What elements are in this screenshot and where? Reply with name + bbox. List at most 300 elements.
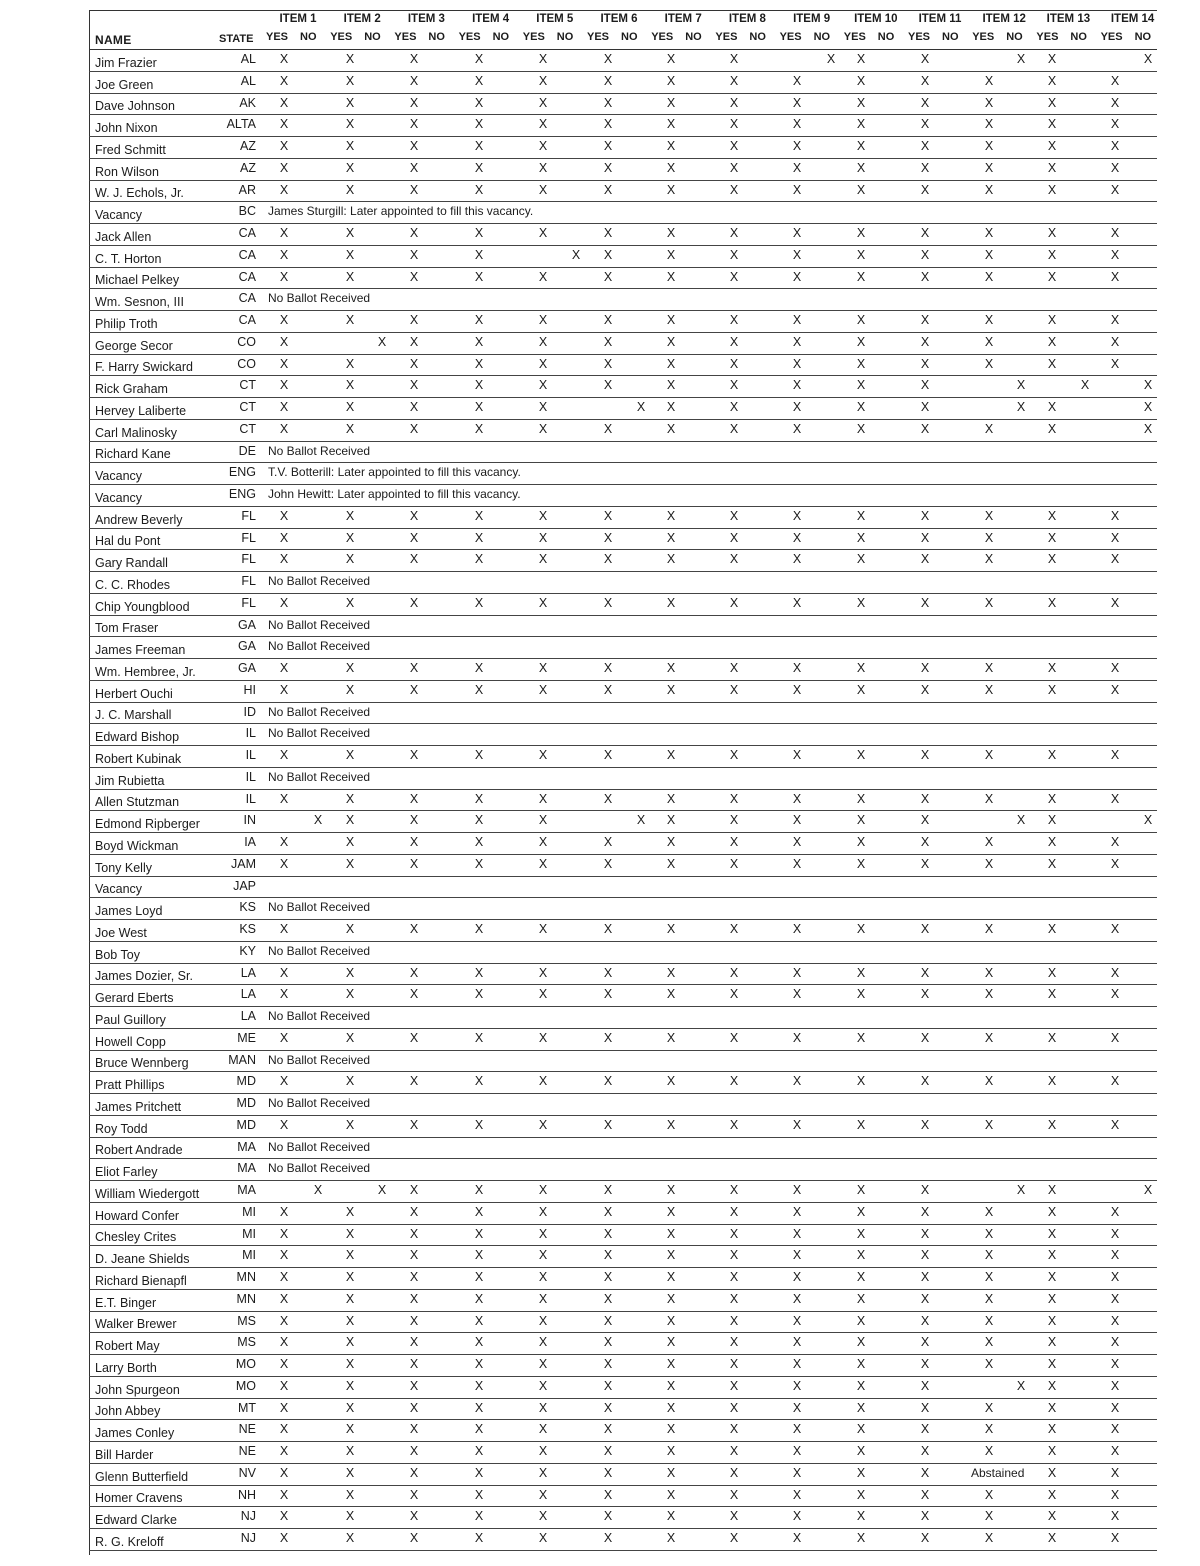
item-3-yes-mark: X	[409, 1204, 419, 1219]
item-4-yes-mark: X	[474, 226, 484, 240]
item-4-yes-mark: X	[474, 552, 484, 567]
item-9-yes-mark: X	[792, 1378, 802, 1393]
member-state: ME	[237, 1030, 256, 1045]
item-14-yes-mark: X	[1110, 1030, 1120, 1045]
item-1-yes-mark: X	[279, 356, 289, 371]
item-9-yes-mark: X	[792, 508, 802, 523]
item-11-yes-mark: X	[920, 1313, 930, 1328]
item-13-yes-mark: X	[1047, 1183, 1057, 1197]
item-14-yes-mark: X	[1110, 1509, 1120, 1524]
item-1-yes-mark: X	[279, 1509, 289, 1524]
item-10-yes-mark: X	[856, 813, 866, 828]
item-4-yes-mark: X	[474, 682, 484, 697]
member-name: Edward Bishop	[95, 730, 180, 744]
item-6-yes-mark: X	[603, 117, 613, 132]
item-11-yes-mark: X	[920, 987, 930, 1002]
item-10-yes-mark: X	[856, 1378, 866, 1393]
item-5-yes-mark: X	[538, 1509, 548, 1524]
item-1-yes-mark: X	[279, 1291, 289, 1306]
member-state: IL	[245, 726, 256, 741]
item-12-yes-mark: X	[984, 1509, 994, 1524]
item-10-yes-mark: X	[856, 1422, 866, 1437]
item-11-yes-mark: X	[920, 1509, 930, 1524]
member-state: KS	[239, 922, 256, 936]
table-row	[89, 1246, 1157, 1268]
member-name: Richard Bienapfl	[95, 1273, 187, 1288]
item-5-yes-mark: X	[538, 139, 548, 153]
item-8-yes-mark: X	[729, 1531, 739, 1545]
item-10-no-header: NO	[877, 31, 895, 43]
item-3-yes-mark: X	[409, 552, 419, 567]
member-state: AK	[239, 95, 256, 110]
item-13-yes-mark: X	[1047, 965, 1057, 980]
item-12-yes-mark: X	[984, 117, 994, 132]
item-3-yes-mark: X	[409, 1183, 419, 1197]
item-7-yes-mark: X	[666, 1226, 676, 1241]
item-8-yes-mark: X	[729, 421, 739, 436]
item-2-yes-mark: X	[345, 1422, 355, 1437]
item-9-yes-mark: X	[792, 1400, 802, 1415]
item-11-yes-mark: X	[920, 1117, 930, 1132]
item-11-yes-mark: X	[920, 182, 930, 197]
table-row	[89, 790, 1157, 812]
item-6-yes-mark: X	[603, 73, 613, 88]
item-14-yes-mark: X	[1110, 182, 1120, 197]
item-1-yes-mark: X	[279, 1248, 289, 1263]
item-12-yes-mark: X	[984, 748, 994, 762]
item-9-yes-mark: X	[792, 661, 802, 675]
item-4-yes-mark: X	[474, 421, 484, 436]
item-1-yes-mark: X	[279, 965, 289, 980]
item-14-yes-mark: X	[1110, 269, 1120, 284]
item-12-yes-mark: X	[984, 182, 994, 197]
member-state: CT	[239, 400, 256, 414]
table-row	[89, 398, 1157, 420]
item-10-yes-mark: X	[856, 73, 866, 88]
item-5-yes-mark: X	[538, 1444, 548, 1458]
item-10-yes-mark: X	[856, 1487, 866, 1502]
item-10-yes-mark: X	[856, 1465, 866, 1480]
item-4-yes-mark: X	[474, 1335, 484, 1350]
item-7-yes-mark: X	[666, 1509, 676, 1524]
item-5-yes-mark: X	[538, 1291, 548, 1306]
item-2-yes-mark: X	[345, 508, 355, 523]
item-7-yes-mark: X	[666, 1270, 676, 1284]
member-state: CA	[238, 269, 256, 284]
item-8-yes-mark: X	[729, 856, 739, 871]
item-13-yes-mark: X	[1047, 1422, 1057, 1437]
item-3-yes-mark: X	[409, 965, 419, 980]
item-13-yes-mark: X	[1047, 1030, 1057, 1045]
member-name: Michael Pelkey	[95, 273, 180, 288]
item-1-yes-mark: X	[279, 95, 289, 110]
item-3-yes-mark: X	[409, 1400, 419, 1415]
item-13-yes-mark: X	[1047, 552, 1057, 567]
item-4-yes-mark: X	[474, 182, 484, 197]
item-13-yes-mark: X	[1047, 421, 1057, 436]
item-2-yes-mark: X	[345, 117, 355, 132]
item-5-yes-mark: X	[538, 1270, 548, 1284]
item-8-yes-mark: X	[729, 748, 739, 762]
member-name: D. Jeane Shields	[95, 1252, 190, 1266]
item-8-yes-mark: X	[729, 139, 739, 153]
item-10-yes-mark: X	[856, 1270, 866, 1284]
member-name: Eliot Farley	[95, 1165, 158, 1179]
item-4-yes-mark: X	[474, 1074, 484, 1089]
item-9-yes-mark: X	[792, 595, 802, 610]
item-5-yes-mark: X	[538, 530, 548, 545]
item-5-yes-mark: X	[538, 313, 548, 327]
item-5-no-header: NO	[556, 31, 574, 43]
member-state: AZ	[240, 139, 256, 153]
item-7-yes-mark: X	[666, 356, 676, 371]
item-6-yes-mark: X	[603, 552, 613, 567]
row-note: No Ballot Received	[268, 704, 371, 719]
item-6-yes-mark: X	[603, 1465, 613, 1480]
item-13-yes-mark: X	[1047, 1509, 1057, 1524]
item-14-yes-mark: X	[1110, 1357, 1120, 1371]
row-note: No Ballot Received	[268, 769, 371, 784]
item-10-yes-mark: X	[856, 1357, 866, 1371]
item-6-yes-mark: X	[603, 1248, 613, 1263]
table-row	[89, 159, 1157, 181]
member-state: MI	[242, 1204, 256, 1219]
item-6-no-header: NO	[621, 31, 638, 43]
item-1-yes-mark: X	[279, 182, 289, 197]
item-2-yes-mark: X	[345, 247, 355, 262]
table-row	[89, 1312, 1157, 1334]
item-4-yes-mark: X	[474, 1378, 484, 1393]
item-7-yes-mark: X	[666, 1465, 676, 1480]
item-10-yes-mark: X	[856, 182, 866, 197]
table-row	[89, 50, 1157, 72]
item-8-yes-mark: X	[729, 160, 739, 175]
item-13-yes-mark: X	[1047, 334, 1057, 349]
item-11-yes-mark: X	[920, 269, 930, 284]
row-note: James Sturgill: Later appointed to fill this vacancy.	[268, 204, 534, 219]
member-state: KY	[239, 943, 256, 958]
item-6-yes-mark: X	[603, 1291, 613, 1306]
item-14-yes-header: YES	[1100, 31, 1123, 43]
table-row	[89, 1486, 1157, 1508]
member-state: MD	[236, 1096, 256, 1110]
item-9-yes-mark: X	[792, 247, 802, 262]
item-7-yes-mark: X	[666, 1378, 676, 1393]
table-row	[89, 942, 1157, 964]
item-9-yes-mark: X	[792, 334, 802, 349]
item-9-yes-mark: X	[792, 1487, 802, 1502]
item-4-yes-mark: X	[474, 1030, 484, 1045]
member-name: Jack Allen	[95, 229, 152, 244]
member-name: Edward Clarke	[95, 1513, 177, 1527]
member-name: Robert Kubinak	[95, 751, 182, 766]
item-13-yes-mark: X	[1047, 1226, 1057, 1241]
item-10-yes-mark: X	[856, 247, 866, 262]
item-12-yes-mark: X	[984, 530, 994, 545]
item-4-yes-mark: X	[474, 313, 484, 327]
item-5-yes-mark: X	[538, 1400, 548, 1415]
item-5-yes-mark: X	[538, 682, 548, 697]
member-name: Glenn Butterfield	[95, 1469, 189, 1484]
table-row	[89, 550, 1157, 572]
item-12-yes-mark: X	[984, 269, 994, 284]
item-7-yes-mark: X	[666, 661, 676, 675]
item-1-yes-mark: X	[279, 682, 289, 697]
item-4-yes-mark: X	[474, 52, 484, 66]
table-row	[89, 1377, 1157, 1399]
item-13-yes-mark: X	[1047, 1357, 1057, 1371]
table-row	[89, 659, 1157, 681]
table-row	[89, 442, 1157, 464]
item-3-yes-mark: X	[409, 1313, 419, 1328]
item-5-yes-mark: X	[538, 748, 548, 762]
item-12-yes-mark: X	[984, 1248, 994, 1263]
member-state: FL	[241, 595, 256, 610]
item-4-yes-mark: X	[474, 1400, 484, 1415]
item-5-yes-mark: X	[538, 1531, 548, 1545]
item-14-yes-mark: X	[1110, 1335, 1120, 1350]
table-row	[89, 1051, 1157, 1073]
item-7-yes-mark: X	[666, 1248, 676, 1263]
item-5-yes-mark: X	[538, 1074, 548, 1089]
member-state: DE	[238, 443, 256, 458]
item-3-yes-mark: X	[409, 1444, 419, 1458]
member-state: MN	[236, 1291, 256, 1306]
table-row	[89, 920, 1157, 942]
item-7-yes-mark: X	[666, 117, 676, 132]
item-3-yes-mark: X	[409, 1117, 419, 1132]
member-state: ENG	[228, 465, 256, 480]
table-row	[89, 768, 1157, 790]
member-name: R. G. Kreloff	[95, 1534, 164, 1549]
item-9-yes-mark: X	[792, 378, 802, 393]
member-state: CO	[237, 356, 256, 371]
item-2-yes-mark: X	[345, 1291, 355, 1306]
item-3-yes-mark: X	[409, 139, 419, 153]
item-6-yes-mark: X	[603, 1400, 613, 1415]
member-name: C. C. Rhodes	[95, 577, 171, 592]
item-9-yes-mark: X	[792, 1270, 802, 1284]
item-1-yes-mark: X	[279, 52, 289, 66]
member-name: Ron Wilson	[95, 164, 159, 179]
member-state: MO	[235, 1357, 256, 1371]
item-9-yes-mark: X	[792, 421, 802, 436]
item-8-yes-mark: X	[729, 356, 739, 371]
item-4-header: ITEM 4	[472, 13, 510, 25]
item-1-yes-mark: X	[279, 1226, 289, 1241]
table-row	[89, 507, 1157, 529]
item-9-yes-mark: X	[792, 1074, 802, 1089]
item-14-yes-mark: X	[1110, 595, 1120, 610]
item-2-yes-mark: X	[345, 1531, 355, 1545]
item-5-yes-mark: X	[538, 1117, 548, 1132]
item-12-yes-header: YES	[972, 31, 995, 43]
item-10-yes-mark: X	[856, 987, 866, 1002]
item-11-yes-mark: X	[920, 508, 930, 523]
item-10-yes-mark: X	[856, 1313, 866, 1328]
item-5-yes-mark: X	[538, 1030, 548, 1045]
item-13-yes-mark: X	[1047, 813, 1057, 828]
item-5-yes-header: YES	[522, 31, 545, 43]
row-note: No Ballot Received	[268, 1096, 371, 1110]
item-4-yes-mark: X	[474, 1509, 484, 1524]
item-5-yes-mark: X	[538, 421, 548, 436]
item-12-yes-mark: X	[984, 313, 994, 327]
item-14-no-mark: X	[1143, 52, 1153, 66]
item-14-yes-mark: X	[1110, 334, 1120, 349]
item-10-yes-mark: X	[856, 682, 866, 697]
item-7-yes-mark: X	[666, 378, 676, 393]
item-6-yes-mark: X	[603, 1204, 613, 1219]
member-name: F. Harry Swickard	[95, 360, 193, 375]
item-10-yes-mark: X	[856, 421, 866, 436]
item-7-yes-mark: X	[666, 421, 676, 436]
item-13-yes-mark: X	[1047, 1204, 1057, 1219]
row-note: No Ballot Received	[268, 291, 371, 306]
item-7-yes-mark: X	[666, 1487, 676, 1502]
item-8-yes-mark: X	[729, 1400, 739, 1415]
item-6-yes-mark: X	[603, 1030, 613, 1045]
item-6-no-mark: X	[636, 813, 646, 828]
item-11-yes-mark: X	[920, 334, 930, 349]
item-13-yes-mark: X	[1047, 1291, 1057, 1306]
item-14-no-mark: X	[1143, 400, 1153, 414]
item-9-yes-mark: X	[792, 1444, 802, 1458]
item-8-yes-mark: X	[729, 117, 739, 132]
member-name: Herbert Ouchi	[95, 686, 173, 701]
item-10-yes-mark: X	[856, 1117, 866, 1132]
table-row	[89, 594, 1157, 616]
member-state: GA	[237, 639, 256, 654]
member-state: MA	[237, 1139, 256, 1154]
item-12-yes-mark: X	[984, 987, 994, 1002]
item-3-yes-mark: X	[409, 356, 419, 371]
item-12-yes-mark: X	[984, 1444, 994, 1458]
item-14-yes-mark: X	[1110, 922, 1120, 936]
item-2-yes-mark: X	[345, 1444, 355, 1458]
item-13-yes-mark: X	[1047, 508, 1057, 523]
item-3-yes-mark: X	[409, 73, 419, 88]
item-14-yes-mark: X	[1110, 682, 1120, 697]
member-name: Jim Frazier	[95, 55, 157, 70]
item-10-yes-mark: X	[856, 1204, 866, 1219]
item-3-yes-mark: X	[409, 1270, 419, 1284]
item-12-no-mark: X	[1016, 400, 1026, 414]
item-14-yes-mark: X	[1110, 1291, 1120, 1306]
item-1-no-mark: X	[313, 813, 323, 828]
item-4-yes-mark: X	[474, 922, 484, 936]
member-state: CA	[238, 313, 256, 327]
item-3-yes-mark: X	[409, 595, 419, 610]
item-9-yes-mark: X	[792, 530, 802, 545]
item-11-yes-mark: X	[920, 313, 930, 327]
item-13-yes-mark: X	[1047, 682, 1057, 697]
item-12-yes-mark: X	[984, 661, 994, 675]
item-12-yes-mark: X	[984, 73, 994, 88]
item-4-yes-mark: X	[474, 1183, 484, 1197]
row-note: No Ballot Received	[268, 639, 371, 654]
item-7-yes-mark: X	[666, 552, 676, 567]
item-10-yes-header: YES	[843, 31, 866, 43]
item-11-yes-mark: X	[920, 356, 930, 371]
item-6-yes-mark: X	[603, 269, 613, 284]
item-2-yes-mark: X	[345, 356, 355, 371]
item-7-yes-mark: X	[666, 1531, 676, 1545]
item-10-yes-mark: X	[856, 1248, 866, 1263]
item-8-yes-mark: X	[729, 1335, 739, 1350]
item-11-yes-mark: X	[920, 1357, 930, 1371]
item-2-yes-mark: X	[345, 1248, 355, 1263]
row-note: No Ballot Received	[268, 1139, 371, 1154]
item-10-yes-mark: X	[856, 1226, 866, 1241]
table-row	[89, 1420, 1157, 1442]
item-10-yes-mark: X	[856, 661, 866, 675]
item-4-yes-mark: X	[474, 1248, 484, 1263]
member-name: James Freeman	[95, 643, 186, 657]
item-3-yes-mark: X	[409, 313, 419, 327]
member-name: J. C. Marshall	[95, 708, 172, 723]
item-13-yes-mark: X	[1047, 1248, 1057, 1263]
member-state: FL	[241, 552, 256, 567]
item-8-yes-mark: X	[729, 1444, 739, 1458]
item-14-no-mark: X	[1143, 813, 1153, 828]
table-row	[89, 224, 1157, 246]
table-row	[89, 681, 1157, 703]
item-13-yes-mark: X	[1047, 1465, 1057, 1480]
item-2-yes-mark: X	[345, 378, 355, 393]
item-12-yes-mark: X	[984, 682, 994, 697]
item-2-yes-mark: X	[345, 139, 355, 153]
member-name: Vacancy	[95, 490, 143, 505]
table-row	[89, 376, 1157, 398]
table-row	[89, 1029, 1157, 1051]
item-13-no-header: NO	[1070, 31, 1087, 43]
table-row	[89, 724, 1157, 746]
item-7-yes-mark: X	[666, 965, 676, 980]
item-6-yes-mark: X	[603, 334, 613, 349]
item-4-yes-mark: X	[474, 160, 484, 175]
item-6-yes-mark: X	[603, 52, 613, 66]
item-8-yes-mark: X	[729, 247, 739, 262]
item-9-yes-mark: X	[792, 1204, 802, 1219]
table-row	[89, 877, 1157, 899]
item-11-yes-mark: X	[920, 595, 930, 610]
item-1-yes-mark: X	[279, 856, 289, 871]
item-5-yes-mark: X	[538, 160, 548, 175]
member-name: Paul Guillory	[95, 1012, 166, 1027]
row-note: No Ballot Received	[268, 726, 371, 741]
item-3-yes-mark: X	[409, 1030, 419, 1045]
item-4-yes-mark: X	[474, 1444, 484, 1458]
member-name: Boyd Wickman	[95, 838, 179, 853]
item-5-yes-mark: X	[538, 965, 548, 980]
table-row	[89, 964, 1157, 986]
item-8-yes-mark: X	[729, 791, 739, 806]
item-14-yes-mark: X	[1110, 247, 1120, 262]
item-13-yes-mark: X	[1047, 95, 1057, 110]
item-14-yes-mark: X	[1110, 748, 1120, 762]
item-8-yes-mark: X	[729, 1357, 739, 1371]
member-name: Joe West	[95, 925, 147, 940]
item-14-yes-mark: X	[1110, 1313, 1120, 1328]
item-5-yes-mark: X	[538, 552, 548, 567]
item-3-yes-mark: X	[409, 748, 419, 762]
item-8-yes-mark: X	[729, 1183, 739, 1197]
item-6-yes-mark: X	[603, 1183, 613, 1197]
item-1-yes-mark: X	[279, 1487, 289, 1502]
member-state: AL	[240, 52, 256, 66]
item-13-yes-mark: X	[1047, 1313, 1057, 1328]
